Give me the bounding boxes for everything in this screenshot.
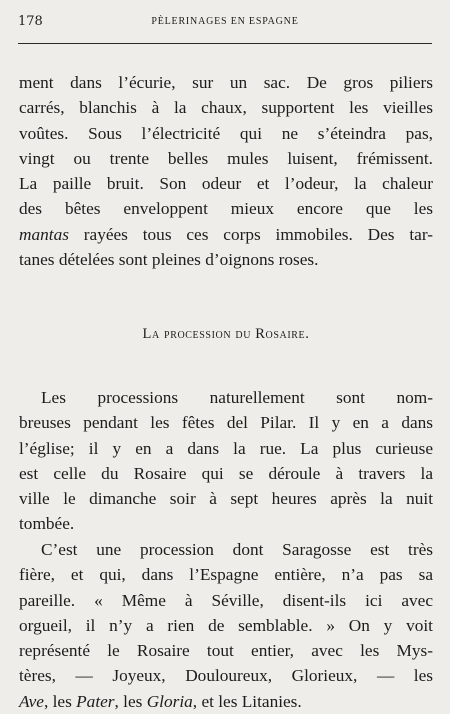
text-line: tères, — Joyeux, Douloureux, Glorieux, — les	[19, 666, 433, 686]
text-line: C’est une procession dont Saragosse est très	[41, 540, 433, 559]
text-line: vingt ou trente belles mules luisent, frémissent.	[19, 148, 433, 168]
section-heading: La procession du Rosaire.	[142, 326, 310, 342]
text-line: ment dans l’écurie, sur un sac. De gros piliers	[19, 73, 433, 92]
page-number: 178	[18, 14, 43, 29]
paragraph-3	[19, 537, 433, 714]
text-line-with-italics	[19, 689, 433, 714]
text-tail: , et les Litanies.	[192, 691, 302, 711]
text-line: orgueil, il n’y a rien de semblable. » On y voit	[19, 615, 433, 635]
text-line: pareille. « Même à Séville, disent-ils ici avec	[19, 590, 433, 610]
text-line: des bêtes enveloppent mieux encore que les	[19, 199, 433, 219]
italic-gloria: Gloria	[146, 691, 193, 711]
text-line-with-italic	[19, 222, 433, 247]
italic-pater: Pater	[76, 691, 115, 711]
paragraph-2	[19, 385, 433, 537]
text-line: est celle du Rosaire qui se déroule à travers la	[19, 463, 433, 483]
text-line: représenté le Rosaire tout entier, avec les Mys-	[19, 641, 433, 661]
italic-ave: Ave	[19, 691, 44, 711]
text-line: ville le dimanche soir à sept heures après la nuit	[19, 489, 433, 509]
running-head	[18, 14, 432, 32]
italic-word: mantas	[19, 224, 69, 244]
text-line: Les processions naturellement sont nom-	[41, 388, 433, 407]
paragraph-1	[19, 70, 433, 272]
text-line: carrés, blanchis à la chaux, supportent les vieilles	[19, 98, 433, 118]
text-line: fière, et qui, dans l’Espagne entière, n’a pas sa	[19, 565, 433, 585]
text-line: tanes dételées sont pleines d’oignons roses.	[19, 250, 319, 270]
text-line: La paille bruit. Son odeur et l’odeur, la chaleur	[19, 174, 433, 194]
header-rule	[18, 43, 432, 44]
text-line: breuses pendant les fêtes del Pilar. Il y en a dans	[19, 413, 433, 433]
text-line: l’église; il y en a dans la rue. La plus curieuse	[19, 438, 433, 458]
text-line: tombée.	[19, 514, 75, 534]
text-separator: , les	[114, 691, 147, 711]
running-title: PÈLERINAGES EN ESPAGNE	[151, 16, 299, 27]
text-separator: , les	[43, 691, 77, 711]
text-line-rest: rayées tous ces corps immobiles. Des tar-	[68, 224, 433, 244]
text-line: voûtes. Sous l’électricité qui ne s’éteindra pas,	[19, 123, 433, 143]
